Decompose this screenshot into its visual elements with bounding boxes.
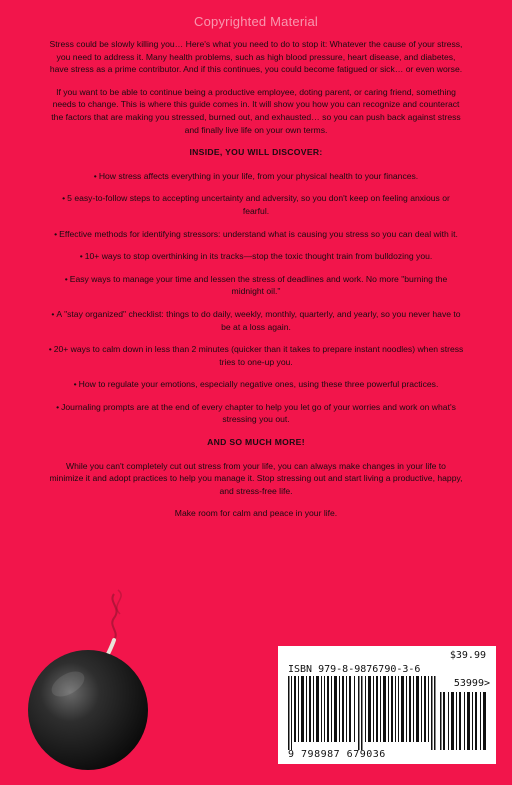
bullet-item [48,273,464,298]
bullet-item [48,308,464,333]
bullet-marker: • [79,251,83,262]
bullet-text: Effective methods for identifying stressors: understand what is causing you stress so you can deal with it. [59,228,458,239]
bullet-item [48,192,464,217]
bullet-text: How stress affects everything in your life, from your physical health to your finances. [98,170,419,181]
bullet-item [48,228,464,241]
and-so-much-more: AND SO MUCH MORE! [207,437,305,448]
bullet-marker: • [64,273,68,284]
bullet-text: How to regulate your emotions, especially negative ones, using these three powerful practices. [78,379,439,390]
bullet-text: 5 easy-to-follow steps to accepting uncertainty and adversity, so you don't keep on feeling anxious or fearful. [67,193,450,216]
bullet-text: 20+ ways to calm down in less than 2 minutes (quicker than it takes to prepare instant noodles) when stress tries to one-up you. [53,344,464,367]
barcode-number: 9 798987 679036 [288,749,386,760]
barcode [278,646,496,764]
watermark: Copyrighted Material [194,14,318,29]
bullet-text: Journaling prompts are at the end of every chapter to help you let go of your worries and work on what's stressing you out. [61,401,456,425]
bullet-item [48,378,464,391]
barcode-bars [288,676,436,750]
intro-paragraph-1: Stress could be slowly killing you… Here's what you need to do to stop it: Whatever the cause of your stress, you need to address it. Many health problems, such as high blood pressure, heart disease, and diabetes, have stress as a prime contributor. And if this continues, you could become fatigued or sick… or even worse. [49,39,463,75]
bullet-marker: • [56,401,60,412]
section-heading: INSIDE, YOU WILL DISCOVER: [189,147,323,158]
bullet-item [48,401,464,426]
price: $39.99 [449,650,486,661]
bullet-item [48,250,464,263]
bomb-illustration [10,588,170,773]
closing-paragraph: While you can't completely cut out stress from your life, you can always make changes in your life to minimize it and adopt practices to help you manage it. Stop stressing out and start living a productive, happy, and stress-free life. [49,460,463,496]
price-addon-code: 53999> [453,678,490,689]
addon-bars [440,692,488,750]
blurb [48,38,464,530]
isbn: ISBN 979-8-9876790-3-6 [288,664,421,675]
bullet-marker: • [93,170,97,181]
bullet-text: A "stay organized" checklist: things to do daily, weekly, monthly, quarterly, and yearly, so you never have to be at a loss again. [56,308,461,332]
bullet-item [48,343,464,368]
bullet-text: 10+ ways to stop overthinking in its tracks—stop the toxic thought train from bulldozing you. [84,251,433,262]
bullet-item [48,170,464,183]
intro-paragraph-2: If you want to be able to continue being a productive employee, doting parent, or caring friend, something needs to change. This is where this guide comes in. It will show you how you can recognize and counteract the factors that are making you stressed, burned out, and exhausted… so you can push back against stress and finally live life on your own terms. [51,86,461,135]
bullet-marker: • [51,308,55,319]
bullet-marker: • [48,344,52,355]
bullet-text: Easy ways to manage your time and lessen the stress of deadlines and work. No more "burning the midnight oil." [69,273,448,297]
bullet-marker: • [62,193,66,204]
closing-line: Make room for calm and peace in your life. [174,508,338,519]
bomb-svg [10,588,170,773]
bullet-marker: • [73,379,77,390]
bullet-marker: • [54,228,58,239]
